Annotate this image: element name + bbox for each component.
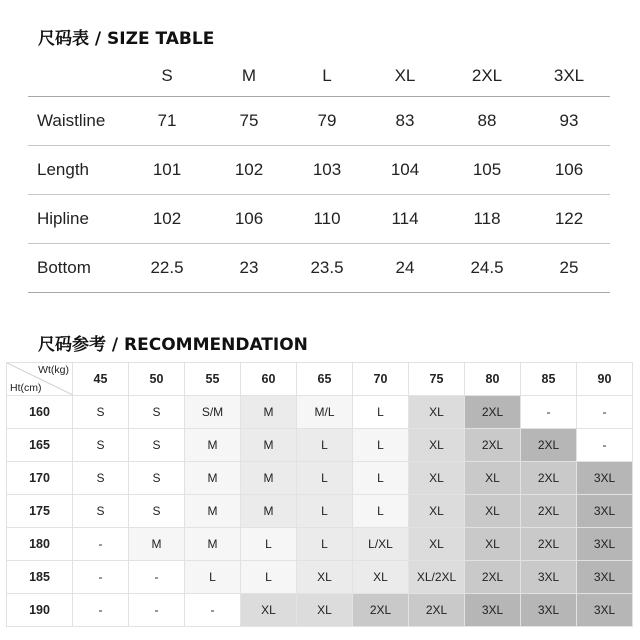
measurement-value: 23 [208, 244, 290, 293]
measurement-label: Bottom [28, 244, 126, 293]
recommended-size-cell: M [185, 528, 241, 561]
recommended-size-cell: 3XL [577, 495, 633, 528]
recommendation-row [7, 561, 633, 594]
recommended-size-cell: XL [409, 462, 465, 495]
recommended-size-cell: S/M [185, 396, 241, 429]
recommended-size-cell: L/XL [353, 528, 409, 561]
weight-header-cell: 50 [129, 363, 185, 396]
recommended-size-cell: 2XL [353, 594, 409, 627]
measurement-value: 22.5 [126, 244, 208, 293]
recommended-size-cell: 3XL [577, 528, 633, 561]
recommended-size-cell: 2XL [465, 561, 521, 594]
measurement-value: 118 [446, 195, 528, 244]
measurement-label: Hipline [28, 195, 126, 244]
measurement-label: Length [28, 146, 126, 195]
recommended-size-cell: M [185, 429, 241, 462]
size-header-cell: XL [364, 56, 446, 97]
recommended-size-cell: S [129, 396, 185, 429]
size-header-blank [28, 56, 126, 97]
recommended-size-cell: 2XL [521, 429, 577, 462]
recommended-size-cell: L [297, 462, 353, 495]
recommended-size-cell: 3XL [577, 561, 633, 594]
recommended-size-cell: - [521, 396, 577, 429]
measurement-value: 103 [290, 146, 364, 195]
weight-header-row [7, 363, 633, 396]
recommended-size-cell: M [241, 462, 297, 495]
recommended-size-cell: S [73, 396, 129, 429]
measurement-value: 106 [208, 195, 290, 244]
recommended-size-cell: 2XL [521, 528, 577, 561]
size-row [28, 195, 610, 244]
measurement-value: 24.5 [446, 244, 528, 293]
recommended-size-cell: M [185, 462, 241, 495]
recommended-size-cell: XL [241, 594, 297, 627]
weight-header-cell: 75 [409, 363, 465, 396]
weight-header-cell: 70 [353, 363, 409, 396]
recommended-size-cell: M [241, 396, 297, 429]
weight-header-cell: 80 [465, 363, 521, 396]
recommended-size-cell: 2XL [465, 429, 521, 462]
recommended-size-cell: - [129, 561, 185, 594]
height-cell: 185 [7, 561, 73, 594]
weight-header-cell: 90 [577, 363, 633, 396]
measurement-value: 102 [126, 195, 208, 244]
measurement-value: 101 [126, 146, 208, 195]
weight-header-cell: 45 [73, 363, 129, 396]
recommended-size-cell: 3XL [577, 594, 633, 627]
size-row [28, 97, 610, 146]
size-header-cell: M [208, 56, 290, 97]
measurement-value: 79 [290, 97, 364, 146]
height-cell: 190 [7, 594, 73, 627]
recommended-size-cell: M [241, 495, 297, 528]
recommendation-row [7, 429, 633, 462]
height-cell: 165 [7, 429, 73, 462]
measurement-value: 24 [364, 244, 446, 293]
recommended-size-cell: 2XL [465, 396, 521, 429]
size-header-cell: S [126, 56, 208, 97]
recommended-size-cell: M [129, 528, 185, 561]
recommended-size-cell: S [129, 495, 185, 528]
recommended-size-cell: S [129, 429, 185, 462]
height-cell: 180 [7, 528, 73, 561]
recommended-size-cell: M [241, 429, 297, 462]
recommended-size-cell: L [353, 396, 409, 429]
recommended-size-cell: - [73, 528, 129, 561]
recommended-size-cell: S [73, 462, 129, 495]
corner-cell [7, 363, 73, 396]
recommended-size-cell: XL [353, 561, 409, 594]
recommended-size-cell: 3XL [521, 561, 577, 594]
measurement-value: 102 [208, 146, 290, 195]
recommendation-row [7, 396, 633, 429]
recommendation-row [7, 495, 633, 528]
measurement-value: 93 [528, 97, 610, 146]
size-header-cell: 2XL [446, 56, 528, 97]
weight-header-cell: 60 [241, 363, 297, 396]
recommended-size-cell: - [73, 594, 129, 627]
recommendation-row [7, 462, 633, 495]
height-cell: 175 [7, 495, 73, 528]
measurement-label: Waistline [28, 97, 126, 146]
recommended-size-cell: XL [465, 495, 521, 528]
recommended-size-cell: L [241, 528, 297, 561]
height-axis-label: Ht(cm) [10, 382, 42, 394]
recommended-size-cell: XL [297, 594, 353, 627]
recommended-size-cell: - [73, 561, 129, 594]
measurement-value: 104 [364, 146, 446, 195]
recommended-size-cell: L [185, 561, 241, 594]
size-header-row [28, 56, 610, 97]
height-cell: 170 [7, 462, 73, 495]
recommended-size-cell: - [185, 594, 241, 627]
height-cell: 160 [7, 396, 73, 429]
measurement-value: 122 [528, 195, 610, 244]
recommendation-row [7, 594, 633, 627]
recommended-size-cell: XL [297, 561, 353, 594]
recommended-size-cell: 3XL [521, 594, 577, 627]
recommended-size-cell: XL/2XL [409, 561, 465, 594]
recommendation-row [7, 528, 633, 561]
size-header-cell: 3XL [528, 56, 610, 97]
measurement-value: 23.5 [290, 244, 364, 293]
recommended-size-cell: L [241, 561, 297, 594]
recommended-size-cell: - [577, 429, 633, 462]
recommended-size-cell: L [353, 429, 409, 462]
measurement-value: 114 [364, 195, 446, 244]
recommended-size-cell: XL [465, 462, 521, 495]
recommended-size-cell: S [129, 462, 185, 495]
recommended-size-cell: 3XL [577, 462, 633, 495]
measurement-value: 88 [446, 97, 528, 146]
size-table-title: 尺码表 / SIZE TABLE [38, 29, 215, 49]
recommended-size-cell: M [185, 495, 241, 528]
recommended-size-cell: XL [409, 528, 465, 561]
weight-axis-label: Wt(kg) [38, 364, 69, 376]
recommended-size-cell: S [73, 495, 129, 528]
size-table [28, 56, 610, 293]
recommended-size-cell: S [73, 429, 129, 462]
recommended-size-cell: 3XL [465, 594, 521, 627]
recommended-size-cell: XL [409, 429, 465, 462]
recommendation-title: 尺码参考 / RECOMMENDATION [38, 335, 308, 355]
recommended-size-cell: L [297, 495, 353, 528]
recommended-size-cell: 2XL [409, 594, 465, 627]
measurement-value: 110 [290, 195, 364, 244]
measurement-value: 83 [364, 97, 446, 146]
recommended-size-cell: - [577, 396, 633, 429]
recommended-size-cell: L [297, 528, 353, 561]
weight-header-cell: 65 [297, 363, 353, 396]
size-row [28, 244, 610, 293]
recommended-size-cell: - [129, 594, 185, 627]
measurement-value: 105 [446, 146, 528, 195]
recommended-size-cell: 2XL [521, 495, 577, 528]
recommended-size-cell: L [353, 495, 409, 528]
recommended-size-cell: L [353, 462, 409, 495]
measurement-value: 106 [528, 146, 610, 195]
weight-header-cell: 85 [521, 363, 577, 396]
recommended-size-cell: XL [465, 528, 521, 561]
recommended-size-cell: XL [409, 495, 465, 528]
recommended-size-cell: XL [409, 396, 465, 429]
size-row [28, 146, 610, 195]
recommended-size-cell: L [297, 429, 353, 462]
recommended-size-cell: M/L [297, 396, 353, 429]
recommended-size-cell: 2XL [521, 462, 577, 495]
measurement-value: 25 [528, 244, 610, 293]
recommendation-table [6, 362, 633, 627]
measurement-value: 71 [126, 97, 208, 146]
measurement-value: 75 [208, 97, 290, 146]
weight-header-cell: 55 [185, 363, 241, 396]
size-header-cell: L [290, 56, 364, 97]
